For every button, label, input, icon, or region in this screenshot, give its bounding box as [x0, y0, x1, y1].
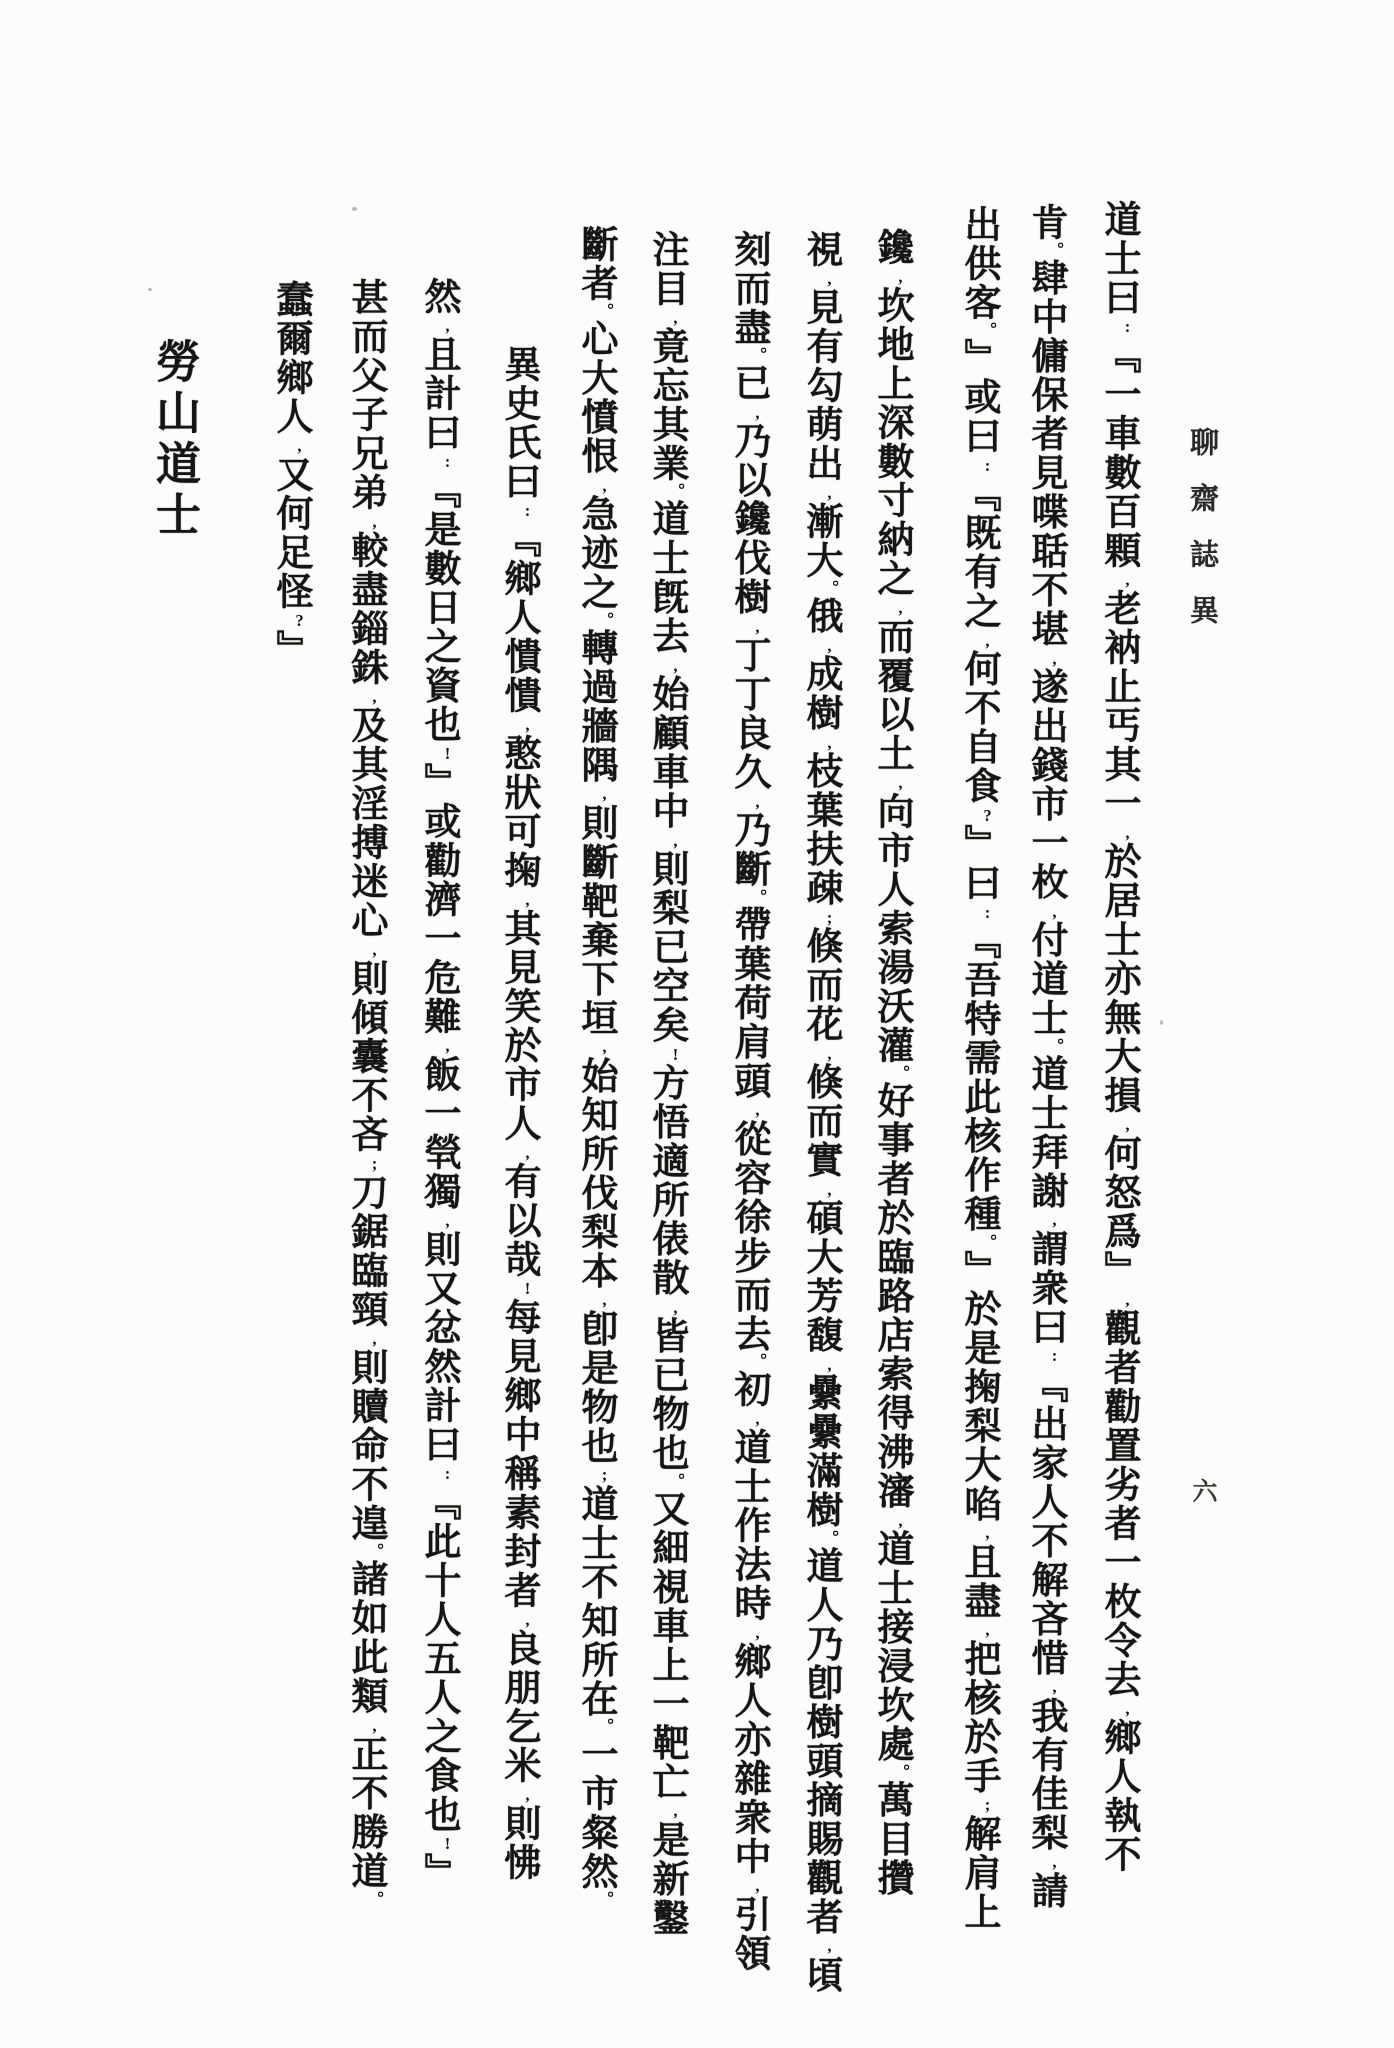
running-header: 聊齋誌異	[1186, 427, 1218, 651]
page-number: 六	[1189, 1478, 1216, 1503]
text-column-7: 注目,竟忘其業。道士旣去,始顧車中,則梨已空矣!方悟適所俵散,皆已物也。又細視車上一靶亡,是新鑿	[646, 230, 687, 1938]
commentary-column-4: 蠢爾鄉人,又何足怪?』	[270, 280, 311, 669]
text-column-6: 刻而盡。已,乃以鑱伐樹,丁丁良久,乃斷。帶葉荷肩頭,從容徐步而去。初,道士作法時,鄉人亦雜衆中,引領	[728, 230, 769, 1973]
text-column-1: 道士曰:『一車數百顆,老衲止丐其一,於居士亦無大損,何怒爲』,觀者勸置劣者一枚令去,鄉人執不	[1098, 200, 1139, 1874]
text-column-4: 鑱,坎地上深數寸納之,而覆以土,向市人索湯沃灌。好事者於臨路店索得沸瀋,道士接浸坎處。萬目攢	[871, 228, 912, 1898]
text-column-8: 斷者。心大憤恨,急迹之。轉過牆隅,則斷靶棄下垣,始知所伐梨本,卽是物也;道士不知所在。一市粲然。	[575, 225, 616, 1908]
commentary-column-3: 甚而父子兄弟,較盡錙銖,及其淫搏迷心,則傾囊不吝;刀鋸臨頸,則贖命不遑。諸如此類,正不勝道。	[345, 278, 386, 1908]
scan-speck	[1160, 1020, 1163, 1025]
text-column-3: 出供客。』或曰:『既有之,何不自食?』曰:『吾特需此核作種。』於是掬梨大啗,且盡,把核於手;解肩上	[958, 205, 999, 1932]
text-column-2: 肯。肆中傭保者見喋聒不堪,遂出錢市一枚,付道士。道士拜謝,謂衆曰:『出家人不解吝惜,我有佳梨,請	[1025, 203, 1066, 1911]
text-column-5: 視,見有勾萌出,漸大。俄,成樹,枝葉扶疎;倏而花,倏而實,碩大芳馥,纍纍滿樹。道人乃卽樹頭摘賜觀者,頃	[800, 230, 841, 1995]
commentary-column-2: 然,且計曰:『是數日之資也!』或勸濟一危難,飯一煢獨,則又忿然計曰:『此十人五人之食也!』	[418, 277, 459, 1892]
commentary-column-1: 異史氏曰:『鄉人憒憒,憨狀可掬,其見笑於市人,有以哉!每見鄉中稱素封者,良朋乞米,則怫	[498, 345, 539, 1882]
scan-speck	[352, 207, 357, 211]
story-title-laoshan-daoshi: 勞山道士	[149, 338, 199, 542]
scan-speck	[148, 288, 152, 291]
